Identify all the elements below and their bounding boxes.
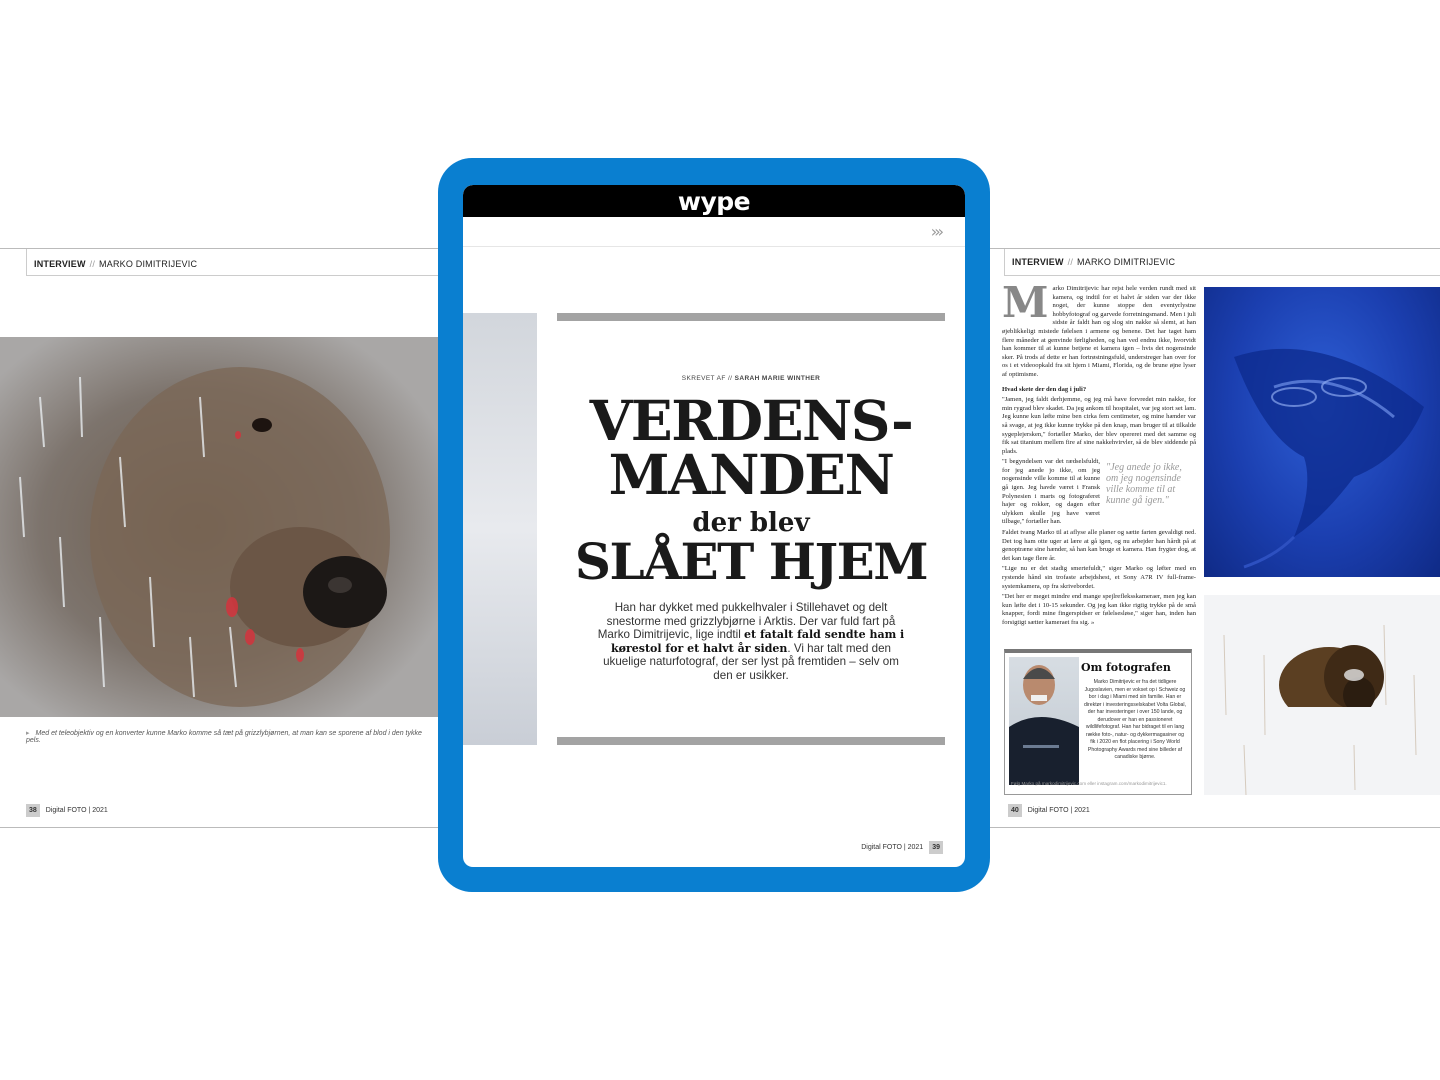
article-column [1002, 278, 1196, 630]
reader-toolbar [463, 217, 965, 247]
pull-quote: "Jeg anede jo ikke, om jeg nogensinde ville komme til at kunne gå igen." [1106, 462, 1182, 507]
wype-logo[interactable]: wype [677, 186, 751, 216]
tablet-frame [438, 158, 990, 892]
paragraph: "I begyndelsen var det rædselsfuldt, for jeg anede jo ikke, om jeg nogensinde ville komme til at kunne gå igen. Jeg havde været i Fransk Polynesien i marts og fotograferet hajer og rokker, og dagen efter ulykken skulle jeg have været tilbage," fortæller han. [1002, 458, 1100, 526]
double-chevron-right-icon[interactable]: ››› [930, 222, 941, 241]
right-folio [1008, 804, 1090, 817]
top-divider-bar [557, 313, 945, 321]
runhead-name: MARKO DIMITRIJEVIC [99, 259, 198, 269]
runhead-underline [26, 275, 440, 276]
paragraph: "Jamen, jeg faldt derhjemme, og jeg må have forvredet min nakke, for min rygrad blev skadet. Da jeg ankom til hospitalet, var jeg stort set lam. Jeg kunne kun løfte mine ben cirka fem centimeter, og mine hænder var så svage, at jeg ikke kunne trykke på den knap, man bruger til at tilkalde sygeplejersken," fortæller Marko, der blev opereret med det samme og fik sat titanium mellem fire af sine nakkehvirvler, så de blev siddende på plads. [1002, 396, 1196, 455]
photo-caption [26, 729, 426, 744]
byline [557, 375, 945, 382]
runhead-divider: // [1067, 257, 1074, 267]
page-number: 38 [26, 804, 40, 817]
runhead-name: MARKO DIMITRIJEVIC [1077, 257, 1176, 267]
lede-bold: et fatalt fald sendte ham i kørestol for et halvt år siden [611, 628, 905, 655]
photo-caption-text: Med et teleobjektiv og en konverter kunne Marko komme så tæt på grizzlybjørnen, at man kan se sporene af blod i den tykke pels. [26, 730, 422, 744]
tablet-screen[interactable] [463, 185, 965, 867]
headline-line-4: SLÅET HJEM [574, 532, 928, 591]
bio-title: Om fotografen [1081, 661, 1171, 674]
runhead-underline [1004, 275, 1440, 276]
folio-text: Digital FOTO | 2021 [45, 807, 108, 814]
headline-line-3: der blev [692, 508, 810, 538]
question-heading: Hvad skete der den dag i juli? [1002, 385, 1087, 393]
bio-text: Marko Dimitrijevic er fra det tidligere Jugoslavien, men er vokset op i Schweiz og bor i dag i Miami med sin familie. Han er direktør i investeringsselskabet Volta Global, der har investeringer i over 150 lande, og derudover er han en passioneret wildlifefotograf. Han har bidraget til en lang række foto-, natur- og dykkermagasiner og fik i 2020 en flot placering i Sony World Photography Awards med sine billeder af canadiske bjørne. [1083, 679, 1187, 760]
runhead-section: INTERVIEW [1012, 257, 1064, 267]
page-number: 40 [1008, 804, 1022, 817]
app-top-bar [463, 185, 965, 217]
grizzly-bear-photo [0, 337, 440, 717]
center-folio [861, 841, 943, 854]
manta-illustration [1204, 287, 1440, 577]
paragraph: Faldet tvang Marko til at aflyse alle planer og sætte farten gevaldigt ned. Det tog ham otte uger at lære at gå igen, og nu arbejder han hårdt på at genoptræne sine hænder, så han kan bruge et kamera. Han frygter dog, at det kan tage flere år. [1002, 529, 1196, 562]
paragraph: "Det her er meget mindre end mange spejlrefleksskameraer, men jeg kan kun løfte det i 10-15 sekunder. Og jeg kan ikke rigtig trykke på de små knapper, fordi mine fingerspidser er følelsesløse," siger han, inden han forsigtigt sætter kameraet fra sig. » [1002, 593, 1196, 626]
lede-part-1: Han har dykket med pukkelhvaler i Stillehavet og delt snestorme med grizzlybjørne i Arktis. Der var fuld fart på Marko Dimitrijevic, lige indtil [597, 601, 896, 642]
folio-text: Digital FOTO | 2021 [1027, 807, 1090, 814]
bottom-divider-bar [557, 737, 945, 745]
byline-prefix: SKREVET AF // [681, 375, 733, 382]
runhead-divider: // [89, 259, 96, 269]
bear-illustration [0, 337, 440, 717]
runhead-rule-left [1004, 249, 1005, 275]
left-folio [26, 804, 108, 817]
headline-line-2: MANDEN [608, 442, 894, 507]
headline-line-1: VERDENS- [589, 388, 913, 453]
bio-credit: Følg Marko på markodimitrijevic.com eller instagram.com/markodimitrijevic1. [1011, 781, 1167, 786]
left-page[interactable] [0, 248, 440, 828]
about-photographer-box [1004, 649, 1192, 795]
manta-ray-photo [1204, 287, 1440, 577]
runhead-section: INTERVIEW [34, 259, 86, 269]
dropcap: M [1002, 278, 1049, 327]
byline-author: SARAH MARIE WINTHER [734, 375, 821, 382]
runhead-rule-left [26, 249, 27, 275]
photographer-portrait [1009, 657, 1079, 785]
paragraph: "Lige nu er det stadig smertefuldt," siger Marko og løfter med en rystende hånd sin trofaste arbejdshest, et Sony A7R IV full-frame-systemkamera, op fra skrivebordet. [1002, 565, 1196, 590]
bison-illustration [1204, 595, 1440, 795]
photo-edge-strip [463, 313, 537, 745]
right-runhead [1012, 257, 1175, 267]
lede-part-2: . Vi har talt med den ukuelige naturfotograf, der ser lyst på fremtiden – selv om den er usikker. [603, 641, 899, 682]
portrait-illustration [1009, 657, 1079, 785]
bison-photo [1204, 595, 1440, 795]
folio-text: Digital FOTO | 2021 [861, 844, 924, 851]
page-number: 39 [929, 841, 943, 854]
lede-paragraph [593, 601, 909, 683]
intro-paragraph: arko Dimitrijevic har rejst hele verden rundt med sit kamera, og indtil for et halvt år siden var der ikke noget, der kunne stoppe den eventyrlystne hobbyfotograf og garvede forretningsmand. Men i juli sidste år faldt han og slog sin nakke så slemt, at han øjeblikkeligt mistede følelsen i armene og benene. Det har taget ham flere måneder at genvinde førligheden, og han ved endnu ikke, hvorvidt han kommer til at kunne betjene et kamera igen – hvis det nogensinde sker. På trods af dette er han fortrøstningsfuld, understreger han over for os i et videoopkald fra sit hjem i Miami, Florida, og de brune øjne lyser af optimisme. [1002, 285, 1196, 378]
right-page[interactable] [990, 248, 1440, 828]
left-runhead [34, 259, 197, 269]
caption-marker-icon: ▸ [26, 730, 30, 737]
